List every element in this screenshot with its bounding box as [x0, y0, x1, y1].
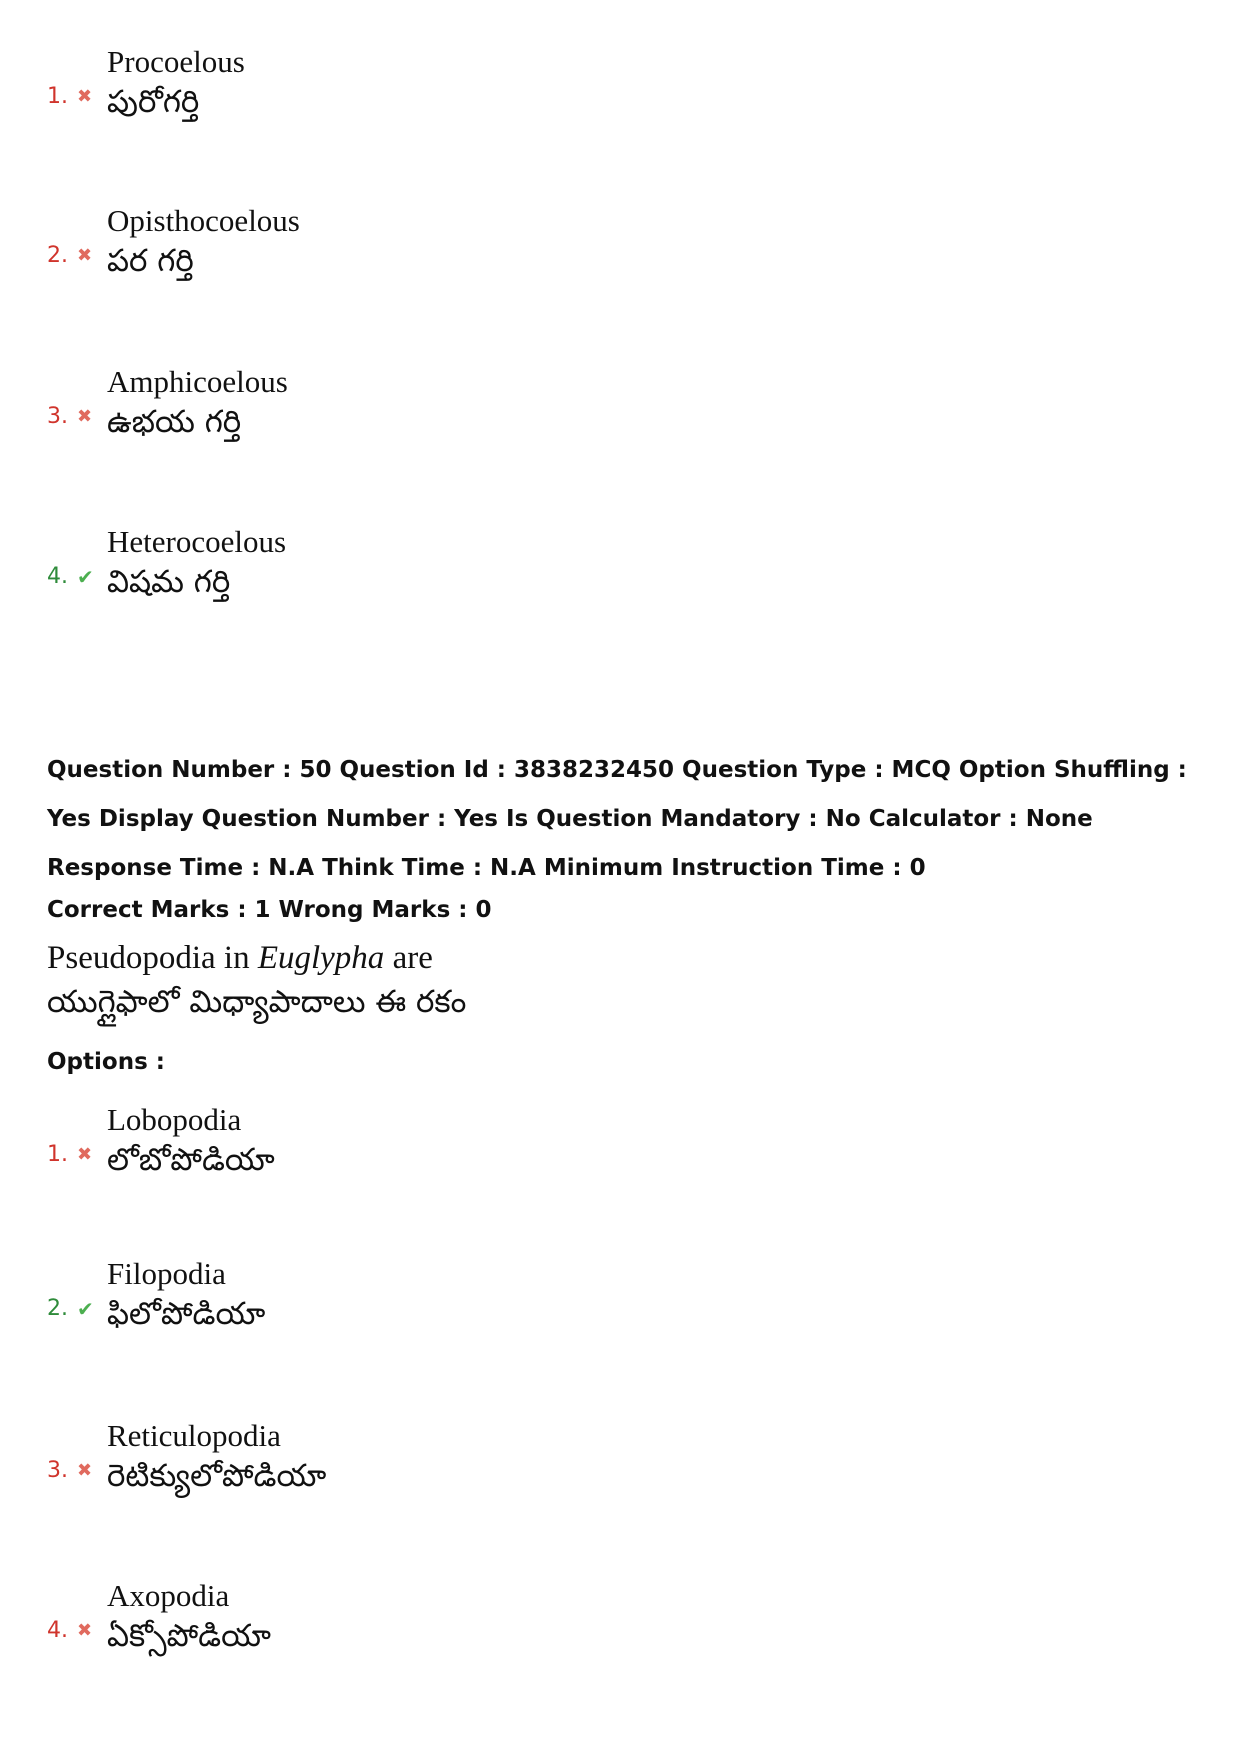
question-stem-english [47, 940, 433, 977]
cross-icon: ✖ [77, 406, 93, 427]
option-text-telugu: ఉభయ గర్తి [107, 404, 242, 440]
option-number: 4. [47, 1618, 68, 1643]
option-text-english: Reticulopodia [107, 1418, 281, 1453]
cross-icon: ✖ [77, 1144, 93, 1165]
cross-icon: ✖ [77, 1460, 93, 1481]
option-text-telugu: విషమ గర్తి [107, 564, 231, 600]
option-number: 3. [47, 1458, 68, 1483]
prev-option-1 [47, 44, 1147, 144]
question-stem-telugu: యుగ్లైఫాలో మిధ్యాపాదాలు ఈ రకం [47, 984, 467, 1020]
option-text-english: Filopodia [107, 1256, 226, 1291]
option-text-telugu: రెటిక్యులోపోడియా [107, 1458, 327, 1494]
option-text-telugu: పర గర్తి [107, 243, 194, 279]
marks-info: Correct Marks : 1 Wrong Marks : 0 [47, 897, 492, 923]
prev-option-2 [47, 203, 1147, 303]
option-number: 2. [47, 1296, 68, 1321]
option-number: 4. [47, 564, 68, 589]
option-number: 3. [47, 404, 68, 429]
option-2 [47, 1256, 1147, 1356]
option-3 [47, 1418, 1147, 1518]
option-text-english: Opisthocoelous [107, 203, 300, 238]
stem-prefix: Pseudopodia in [47, 940, 258, 976]
question-metadata: Question Number : 50 Question Id : 3838232450 Question Type : MCQ Option Shuffling : Yes Display Question Number : Yes Is Question Mandatory : No Calculator : None Response Time : N.A Think Time : N.A Minimum Instruction Time : 0 [47, 757, 1187, 881]
option-text-english: Lobopodia [107, 1102, 242, 1137]
option-number: 1. [47, 84, 68, 109]
option-text-english: Axopodia [107, 1578, 230, 1613]
option-text-telugu: ఏక్సోపోడియా [107, 1618, 271, 1654]
option-text-english: Amphicoelous [107, 364, 288, 399]
option-text-telugu: లోబోపోడియా [107, 1142, 275, 1178]
option-text-english: Heterocoelous [107, 524, 287, 559]
cross-icon: ✖ [77, 86, 93, 107]
prev-option-3 [47, 364, 1147, 464]
stem-suffix: are [384, 940, 433, 976]
option-text-english: Procoelous [107, 44, 245, 79]
option-4 [47, 1578, 1147, 1678]
option-number: 1. [47, 1142, 68, 1167]
cross-icon: ✖ [77, 245, 93, 266]
option-text-telugu: ఫిలోపోడియా [107, 1296, 266, 1332]
option-number: 2. [47, 243, 68, 268]
option-text-telugu: పురోగర్తి [107, 84, 200, 120]
checkmark-icon: ✔ [77, 565, 94, 589]
stem-italic: Euglypha [257, 940, 385, 976]
cross-icon: ✖ [77, 1620, 93, 1641]
prev-option-4 [47, 524, 1147, 624]
option-1 [47, 1102, 1147, 1202]
checkmark-icon: ✔ [77, 1297, 94, 1321]
options-label: Options : [47, 1049, 165, 1075]
